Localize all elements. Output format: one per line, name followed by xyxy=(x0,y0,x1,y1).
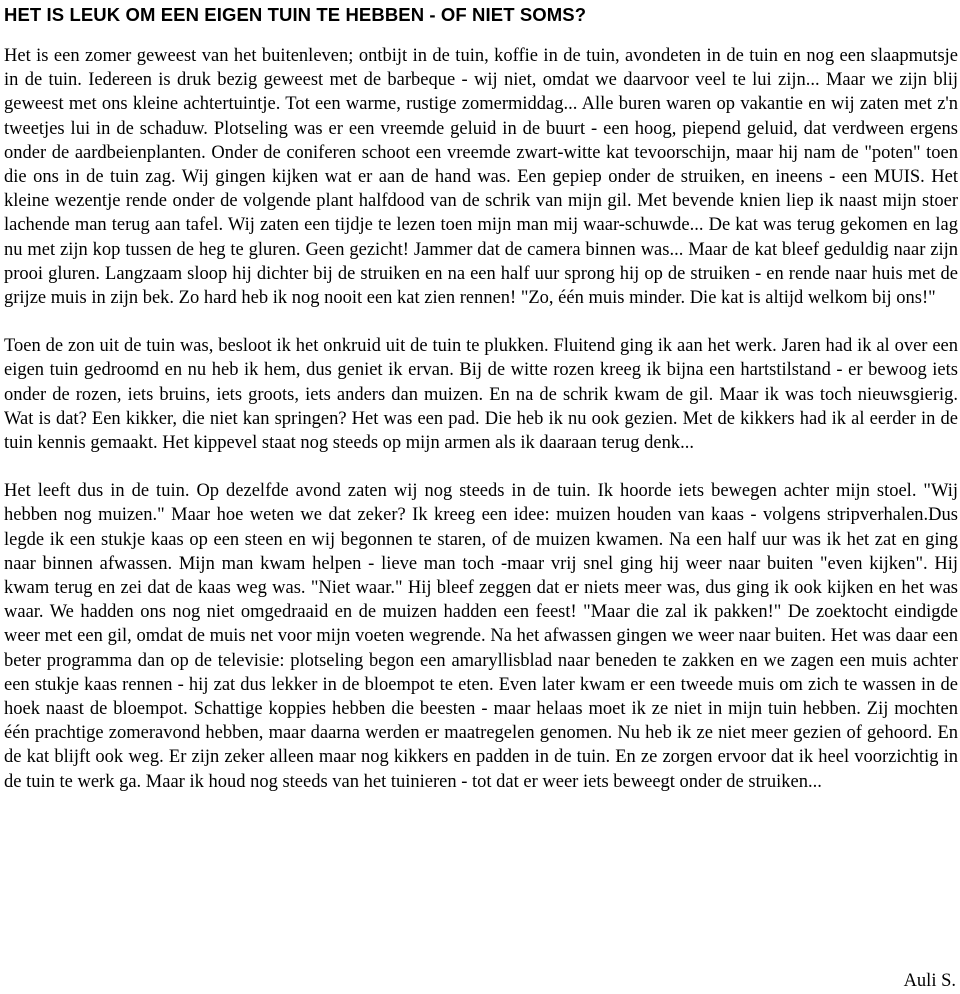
document-page xyxy=(4,0,958,794)
page-title: HET IS LEUK OM EEN EIGEN TUIN TE HEBBEN - OF NIET SOMS? xyxy=(4,4,587,25)
paragraph-1: Het is een zomer geweest van het buitenleven; ontbijt in de tuin, koffie in de tuin, avondeten in de tuin en nog een slaapmutsje in de tuin. Iedereen is druk bezig geweest met de barbeque - wij niet, omdat we daarvoor veel te lui zijn... Maar we zijn blij geweest met ons kleine achtertuintje. Tot een warme, rustige zomermiddag... Alle buren waren op vakantie en wij zaten met z'n tweetjes lui in de schaduw. Plotseling was er een vreemde geluid in de buurt - een hoog, piepend geluid, dat verdween ergens onder de aardbeienplanten. Onder de coniferen schoot een vreemde zwart-witte kat tevoorschijn, maar hij nam de "poten" toen die ons in de tuin zag. Wij gingen kijken wat er aan de hand was. Een gepiep onder de struiken, en ineens - een MUIS. Het kleine wezentje rende onder de volgende plant halfdood van de schrik van mijn gil. Met bevende knien liep ik naast mijn stoer lachende man terug aan tafel. Wij zaten een tijdje te lezen toen mijn man mij waar-schuwde... De kat was terug gekomen en lag nu met zijn kop tussen de heg te gluren. Geen gezicht! Jammer dat de camera binnen was... Maar de kat bleef geduldig naar zijn prooi gluren. Langzaam sloop hij dichter bij de struiken en na een half uur sprong hij op de struiken - en rende naar huis met de grijze muis in zijn bek. Zo hard heb ik nog nooit een kat zien rennen! "Zo, één muis minder. Die kat is altijd welkom bij ons!" xyxy=(4,46,958,309)
paragraph-3: Het leeft dus in de tuin. Op dezelfde avond zaten wij nog steeds in de tuin. Ik hoorde iets bewegen achter mijn stoel. "Wij hebben nog muizen." Maar hoe weten we dat zeker? Ik kreeg een idee: muizen houden van kaas - volgens stripverhalen.Dus legde ik een stukje kaas op een steen en wij begonnen te staren, of de muizen kwamen. Na een half uur was ik het zat en ging naar binnen afwassen. Mijn man kwam helpen - lieve man toch -maar vrij snel ging hij weer naar buiten "even kijken". Hij kwam terug en zei dat de kaas weg was. "Niet waar." Hij bleef zeggen dat er niets meer was, dus ging ik ook kijken en het was waar. We hadden ons nog niet omgedraaid en de muizen hadden een feest! "Maar die zal ik pakken!" De zoektocht eindigde weer met een gil, omdat de muis net voor mijn voeten wegrende. Na het afwassen gingen we weer naar buiten. Het was daar een beter programma dan op de televisie: plotseling begon een amaryllisblad naar beneden te zakken en we zagen een muis achter een stukje kaas rennen - hij zat dus lekker in de bloempot te eten. Even later kwam er een tweede muis om zich te wassen in de hoek naast de bloempot. Schattige koppies hebben die beesten - maar helaas moet ik ze niet in mijn tuin hebben. Zij mochten één prachtige zomeravond hebben, maar daarna werden er maatregelen genomen. Nu heb ik ze niet meer gezien of gehoord. En de kat blijft ook weg. Er zijn zeker alleen maar nog kikkers en padden in de tuin. En ze zorgen ervoor dat ik heel voorzichtig in de tuin te werk ga. Maar ik houd nog steeds van het tuinieren - tot dat er weer iets beweegt onder de struiken... xyxy=(4,481,958,792)
paragraph-2: Toen de zon uit de tuin was, besloot ik het onkruid uit de tuin te plukken. Fluitend ging ik aan het werk. Jaren had ik al over een eigen tuin gedroomd en nu heb ik hem, dus geniet ik ervan. Bij de witte rozen kreeg ik bijna een hartstilstand - er bewoog iets onder de rozen, iets bruins, iets groots, iets anders dan muizen. En na de schrik kwam de gil. Maar ik was toch nieuwsgierig. Wat is dat? Een kikker, die niet kan springen? Het was een pad. Die heb ik nu ook gezien. Met de kikkers had ik al eerder in de tuin kennis gemaakt. Het kippevel staat nog steeds op mijn armen als ik daaraan terug denk... xyxy=(4,336,958,454)
author-signature: Auli S. xyxy=(903,971,956,991)
